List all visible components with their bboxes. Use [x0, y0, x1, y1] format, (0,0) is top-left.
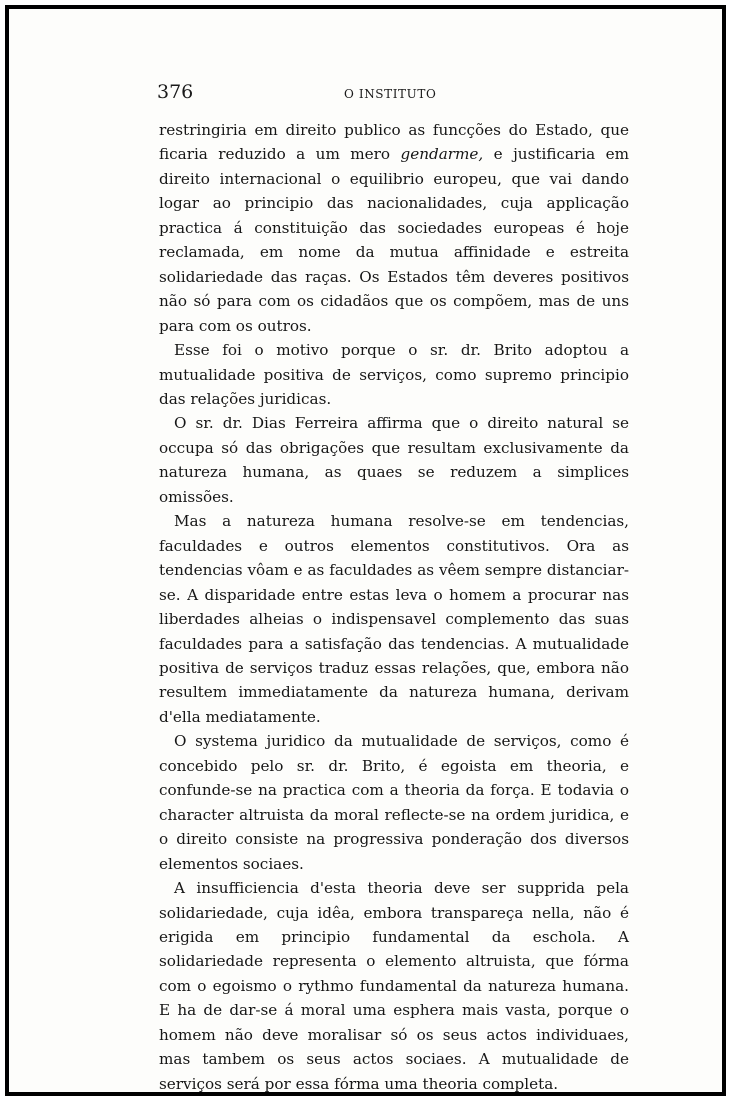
page-header [0, 81, 730, 111]
page-number: 376 [157, 81, 194, 103]
body-text [159, 118, 629, 1096]
paragraph-continued [159, 118, 629, 338]
paragraph-text: restringiria em direito publico as funcções do Estado, que ficaria reduzido a um mero [159, 121, 629, 164]
italic-term: gendarme, [400, 145, 484, 164]
paragraph: O systema juridico da mutualidade de serviços, como é concebido pelo sr. dr. Brito, é egoista em theoria, e confunde-se na practica com a theoria da força. E todavia o character altruista da moral reflecte-se na ordem juridica, e o direito consiste na progressiva ponderação dos diversos elementos sociaes. [159, 732, 629, 873]
running-title: O INSTITUTO [344, 87, 437, 101]
paragraph: A insufficiencia d'esta theoria deve ser supprida pela solidariedade, cuja idêa, embora transpareça nella, não é erigida em principio fundamental da eschola. A solidariedade representa o elemento altruista, que fórma com o egoismo o rythmo fundamental da natureza humana. E ha de dar-se á moral uma esphera mais vasta, porque o homem não deve moralisar só os seus actos individuaes, mas tambem os seus actos sociaes. A mutualidade de serviços será por essa fórma uma theoria completa. [159, 879, 629, 1093]
paragraph: O sr. dr. Dias Ferreira affirma que o direito natural se occupa só das obrigações que resultam exclusivamente da natureza humana, as quaes se reduzem a simplices omissões. [159, 414, 629, 506]
paragraph-text: e justificaria em direito internacional o equilibrio europeu, que vai dando logar ao principio das nacionalidades, cuja applicação practica á constituição das sociedades europeas é hoje reclamada, em nome da mutua affinidade e estreita solidariedade das raças. Os Estados têm deveres positivos não só para com os cidadãos que os compõem, mas de uns para com os outros. [159, 145, 630, 335]
paragraph: Esse foi o motivo porque o sr. dr. Brito adoptou a mutualidade positiva de serviços, como supremo principio das relações juridicas. [159, 341, 629, 408]
paragraph: Mas a natureza humana resolve-se em tendencias, faculdades e outros elementos constitutivos. Ora as tendencias vôam e as faculdades as vêem sempre distanciar-se. A disparidade entre estas leva o homem a procurar nas liberdades alheias o indispensavel complemento das suas faculdades para a satisfação das tendencias. A mutualidade positiva de serviços traduz essas relações, que, embora não resultem immediatamente da natureza humana, derivam d'ella mediatamente. [159, 512, 629, 726]
